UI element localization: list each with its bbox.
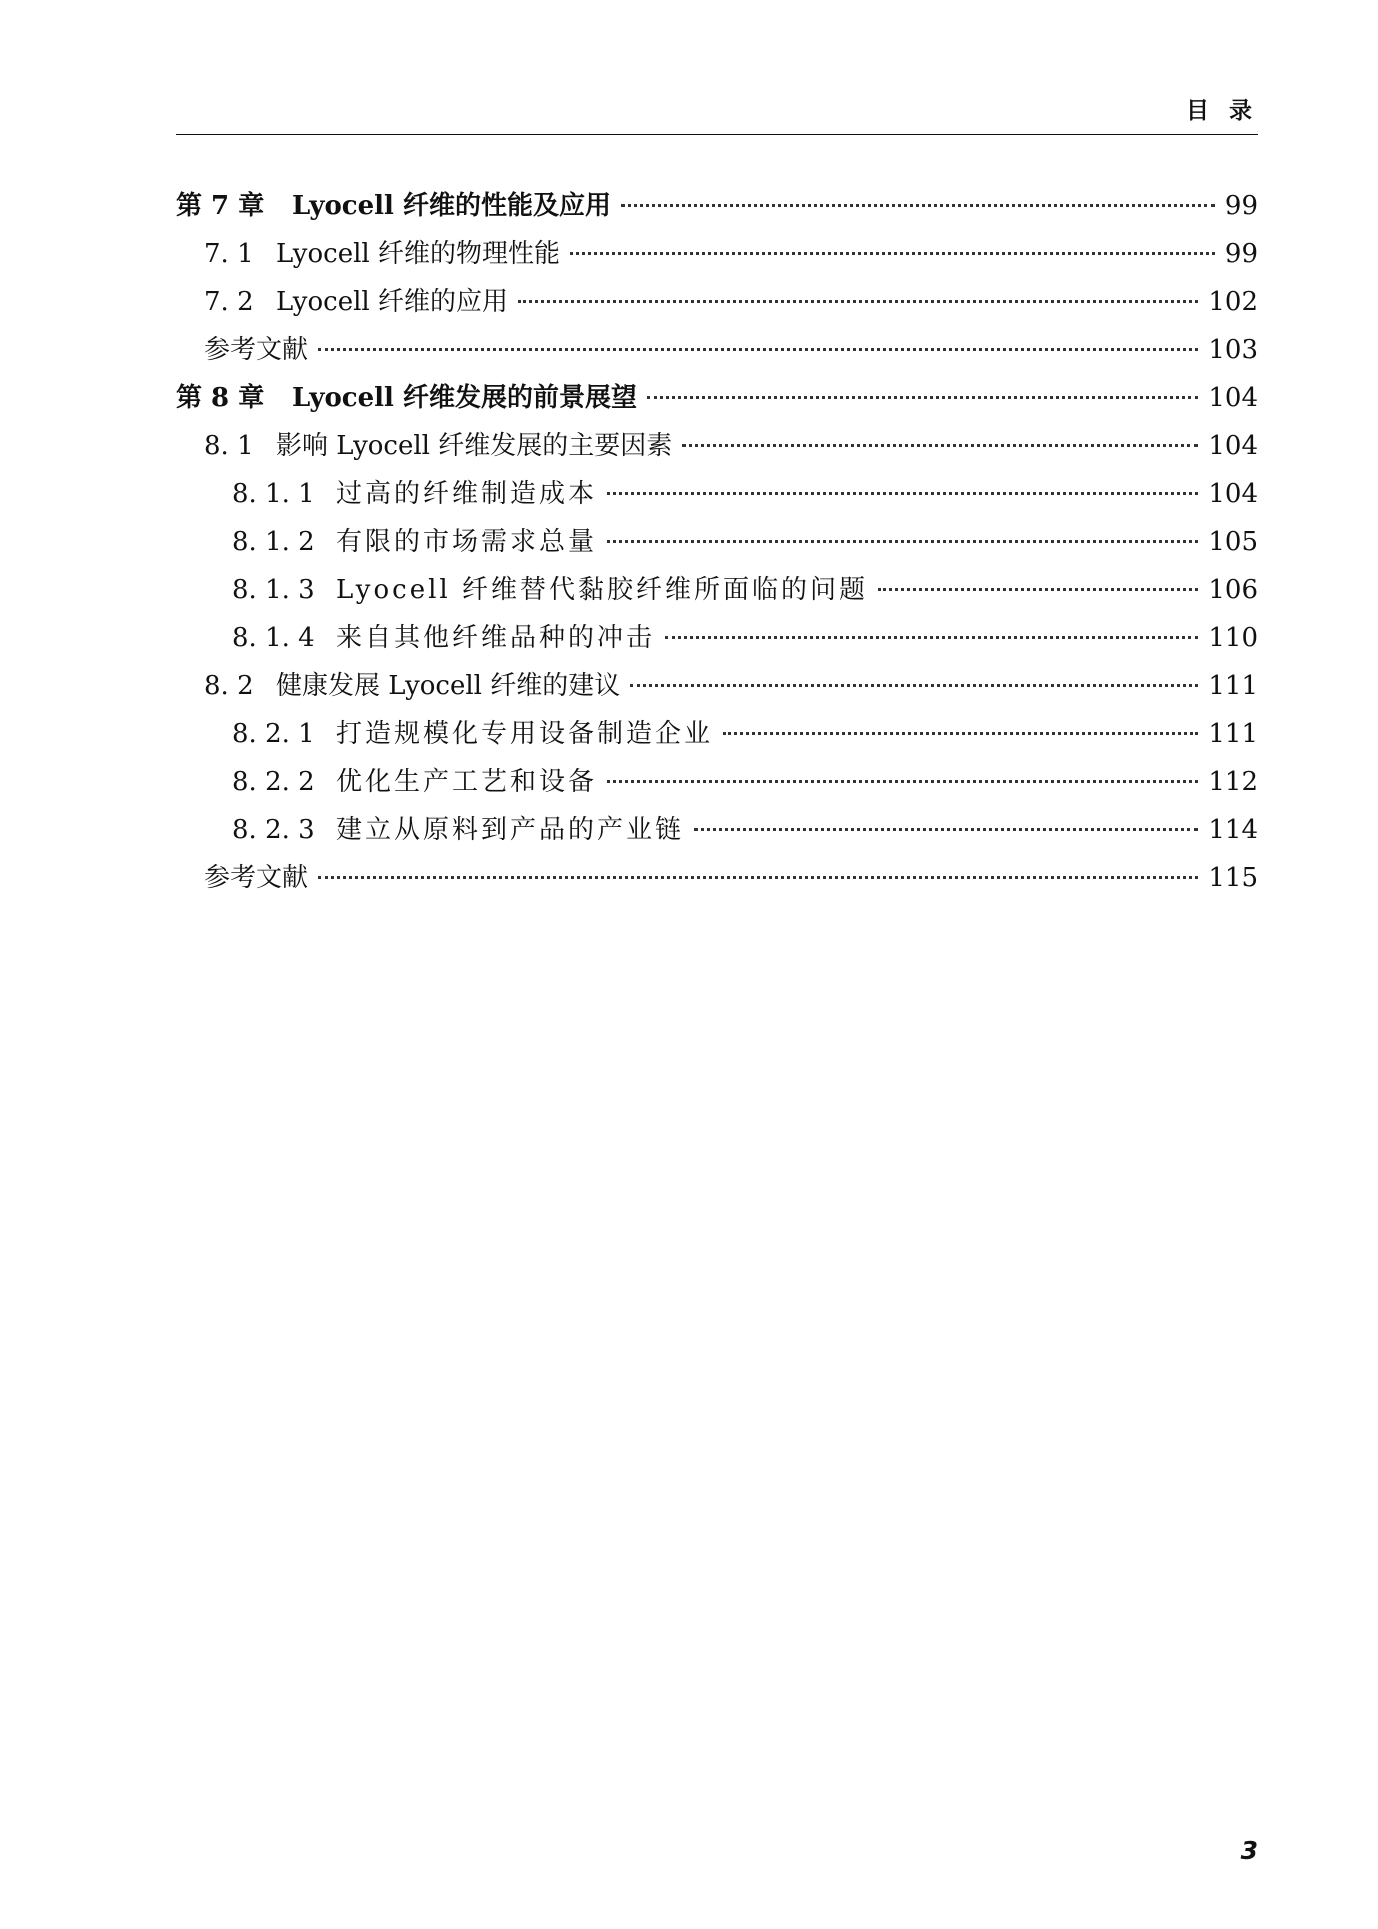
toc-entry-page: 103: [1208, 335, 1258, 365]
dot-leader: [694, 826, 1198, 831]
toc-entry[interactable]: [176, 662, 1258, 710]
toc-entry[interactable]: [176, 230, 1258, 278]
toc-entry-page: 111: [1208, 719, 1258, 749]
toc-entry-page: 115: [1208, 863, 1258, 893]
toc-entry-number: 第 7 章: [176, 191, 265, 221]
toc-entry-number: 8. 1. 1: [232, 479, 315, 509]
toc-entry-number: 8. 1: [204, 431, 254, 461]
toc-entry-number: 7. 1: [204, 239, 254, 269]
toc-entry-title: 影响 Lyocell 纤维发展的主要因素: [276, 431, 673, 461]
toc-entry[interactable]: [176, 470, 1258, 518]
dot-leader: [570, 250, 1215, 255]
toc-entry-page: 104: [1208, 431, 1258, 461]
toc-entry-number: 8. 2: [204, 671, 254, 701]
toc-entry-title: 过高的纤维制造成本: [336, 479, 598, 509]
dot-leader: [665, 634, 1198, 639]
dot-leader: [647, 394, 1198, 399]
dot-leader: [607, 538, 1198, 543]
toc-entry-page: 110: [1208, 623, 1258, 653]
toc-entry-page: 104: [1208, 479, 1258, 509]
toc-entry[interactable]: [176, 278, 1258, 326]
dot-leader: [318, 346, 1198, 351]
running-head: 目录: [1186, 98, 1272, 124]
toc-entry-title: 优化生产工艺和设备: [336, 767, 598, 797]
toc-entry-title: Lyocell 纤维的应用: [276, 287, 508, 317]
toc-entry[interactable]: [176, 710, 1258, 758]
toc-entry-page: 99: [1224, 239, 1258, 269]
toc-entry-page: 114: [1208, 815, 1258, 845]
toc-entry-number: 8. 2. 3: [232, 815, 315, 845]
toc-entry-title: Lyocell 纤维的物理性能: [276, 239, 560, 269]
toc-entry[interactable]: [176, 326, 1258, 374]
toc-entry-title: 打造规模化专用设备制造企业: [336, 719, 714, 749]
dot-leader: [318, 874, 1198, 879]
toc-entry-page: 106: [1208, 575, 1258, 605]
toc-entry[interactable]: [176, 566, 1258, 614]
dot-leader: [630, 682, 1198, 687]
toc-entry-page: 105: [1208, 527, 1258, 557]
toc-entry[interactable]: [176, 758, 1258, 806]
toc-entry-page: 111: [1208, 671, 1258, 701]
toc-entry-number: 8. 2. 1: [232, 719, 315, 749]
toc-entry-page: 102: [1208, 287, 1258, 317]
toc-entry[interactable]: [176, 422, 1258, 470]
dot-leader: [607, 778, 1198, 783]
toc-entry-number: 8. 1. 3: [232, 575, 315, 605]
toc-entry[interactable]: [176, 806, 1258, 854]
toc-entry-title: 有限的市场需求总量: [336, 527, 598, 557]
toc-entry[interactable]: [176, 854, 1258, 902]
toc-entry[interactable]: [176, 374, 1258, 422]
toc-entry[interactable]: [176, 182, 1258, 230]
table-of-contents: [176, 182, 1258, 902]
toc-entry[interactable]: [176, 614, 1258, 662]
dot-leader: [518, 298, 1198, 303]
toc-entry-title: Lyocell 纤维发展的前景展望: [292, 383, 637, 413]
toc-entry-title: Lyocell 纤维的性能及应用: [292, 191, 611, 221]
toc-entry-number: 8. 1. 2: [232, 527, 315, 557]
toc-entry-number: 8. 2. 2: [232, 767, 315, 797]
dot-leader: [723, 730, 1198, 735]
toc-entry-title: 参考文献: [204, 863, 309, 893]
dot-leader: [621, 202, 1215, 207]
toc-entry-number: 第 8 章: [176, 383, 265, 413]
toc-entry-title: Lyocell 纤维替代黏胶纤维所面临的问题: [336, 575, 868, 605]
toc-entry-title: 健康发展 Lyocell 纤维的建议: [276, 671, 621, 701]
dot-leader: [607, 490, 1198, 495]
toc-entry-page: 104: [1208, 383, 1258, 413]
toc-entry-number: 8. 1. 4: [232, 623, 315, 653]
header-rule: [176, 134, 1258, 135]
toc-entry[interactable]: [176, 518, 1258, 566]
page-number: 3: [1240, 1836, 1258, 1865]
toc-entry-title: 建立从原料到产品的产业链: [336, 815, 685, 845]
dot-leader: [878, 586, 1198, 591]
toc-entry-title: 来自其他纤维品种的冲击: [336, 623, 656, 653]
toc-entry-page: 99: [1224, 191, 1258, 221]
dot-leader: [682, 442, 1198, 447]
toc-entry-number: 7. 2: [204, 287, 254, 317]
toc-entry-page: 112: [1208, 767, 1258, 797]
toc-entry-title: 参考文献: [204, 335, 309, 365]
